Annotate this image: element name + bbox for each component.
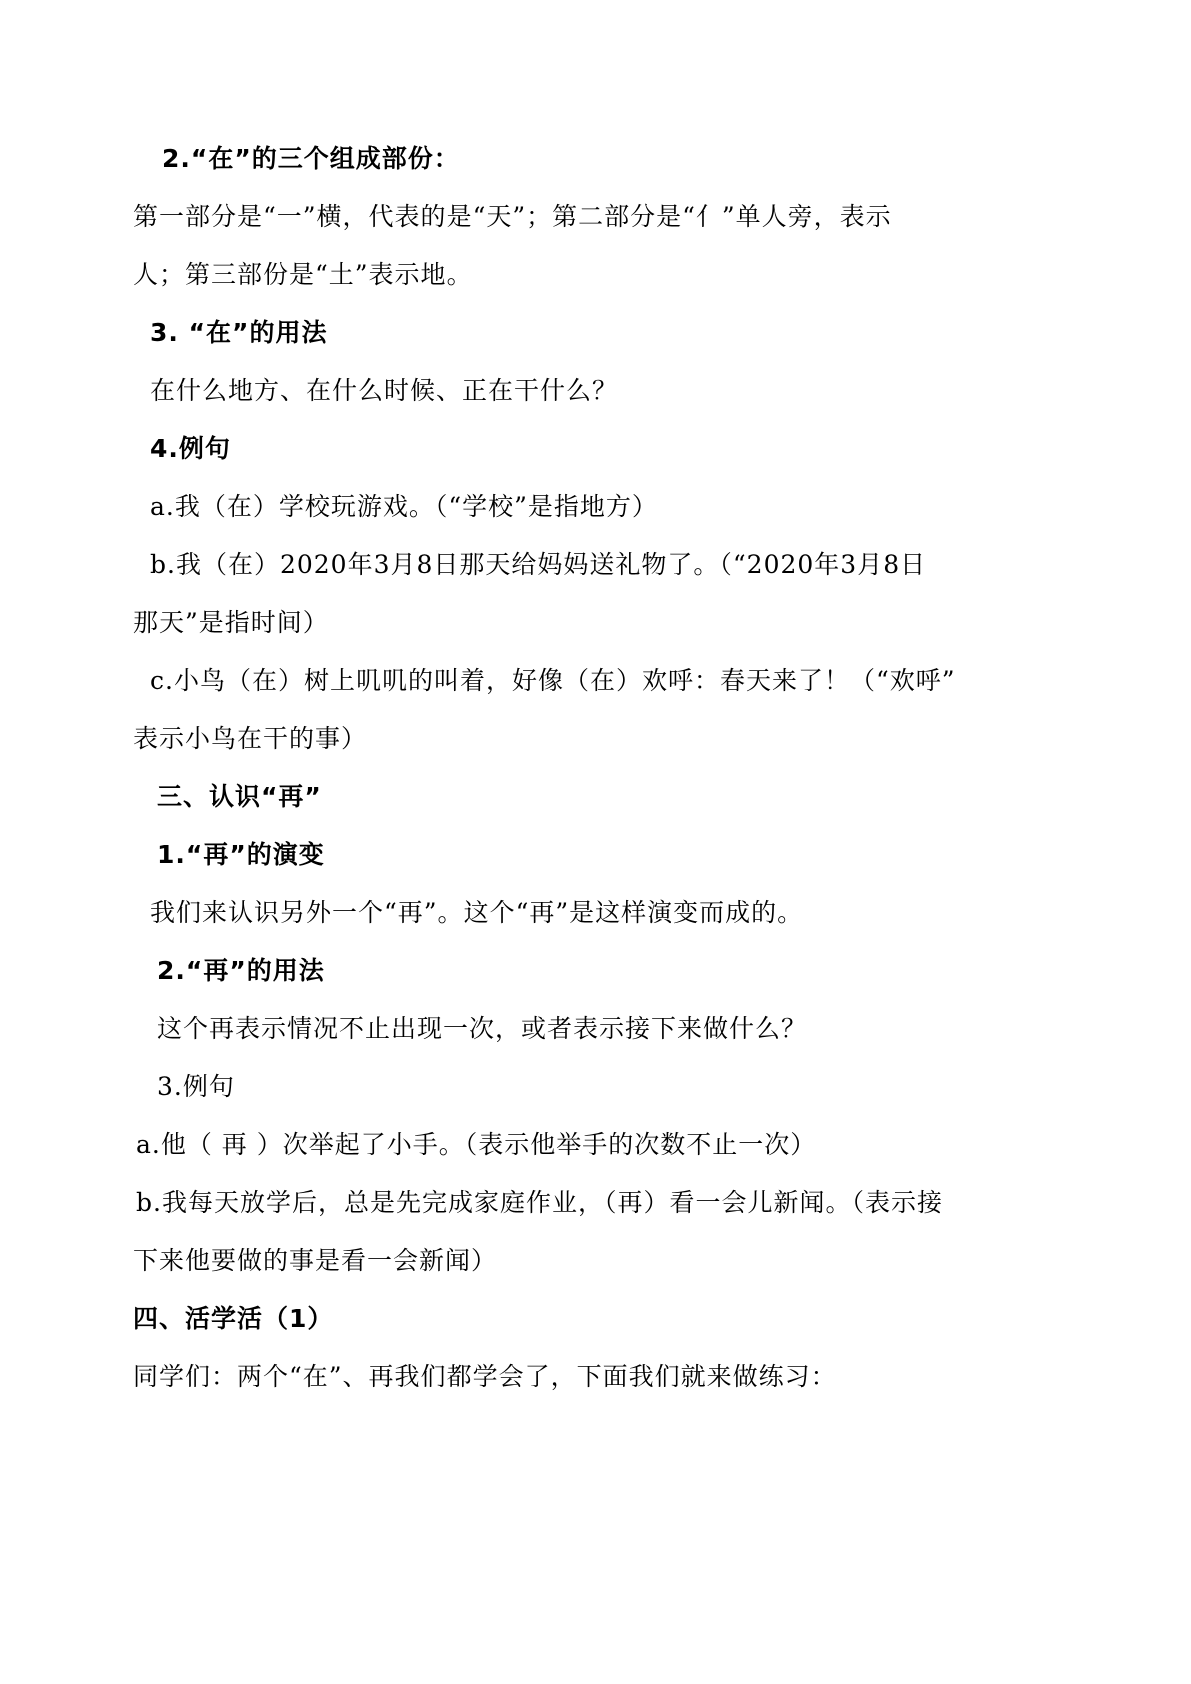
subheading-zai-again-examples: 3.例句 xyxy=(157,1072,235,1101)
paragraph-line: 我们来认识另外一个“再”。这个“再”是这样演变而成的。 xyxy=(150,898,804,927)
example-sentence: a.我（在）学校玩游戏。（“学校”是指地方） xyxy=(150,492,658,521)
paragraph-line: 这个再表示情况不止出现一次，或者表示接下来做什么？ xyxy=(157,1014,808,1043)
example-sentence-continued: 下来他要做的事是看一会新闻） xyxy=(133,1246,498,1275)
paragraph-line: 人；第三部份是“土”表示地。 xyxy=(133,260,473,289)
section-heading-zai-again: 三、认识“再” xyxy=(157,782,322,811)
example-sentence: a.他（ 再 ）次举起了小手。（表示他举手的次数不止一次） xyxy=(136,1130,817,1159)
paragraph-line: 第一部分是“一”横，代表的是“天”；第二部分是“亻”单人旁，表示 xyxy=(133,202,892,231)
example-sentence: b.我每天放学后，总是先完成家庭作业，（再）看一会儿新闻。（表示接 xyxy=(136,1188,943,1217)
paragraph-line: 在什么地方、在什么时候、正在干什么？ xyxy=(150,376,619,405)
section-heading-practice: 四、活学活（1） xyxy=(133,1304,334,1333)
example-sentence: c.小鸟（在）树上叽叽的叫着，好像（在）欢呼：春天来了！（“欢呼” xyxy=(150,666,956,695)
subheading-zai-again-evolution: 1.“再”的演变 xyxy=(157,840,325,869)
example-sentence-continued: 表示小鸟在干的事） xyxy=(133,724,368,753)
subheading-zai-components: 2.“在”的三个组成部份： xyxy=(162,144,460,173)
example-sentence: b.我（在）2020年3月8日那天给妈妈送礼物了。（“2020年3月8日 xyxy=(150,550,927,579)
paragraph-line: 同学们：两个“在”、再我们都学会了，下面我们就来做练习： xyxy=(133,1362,837,1391)
subheading-zai-examples: 4.例句 xyxy=(150,434,231,463)
subheading-zai-again-usage: 2.“再”的用法 xyxy=(157,956,325,985)
subheading-zai-usage: 3. “在”的用法 xyxy=(150,318,328,347)
example-sentence-continued: 那天”是指时间） xyxy=(133,608,329,637)
